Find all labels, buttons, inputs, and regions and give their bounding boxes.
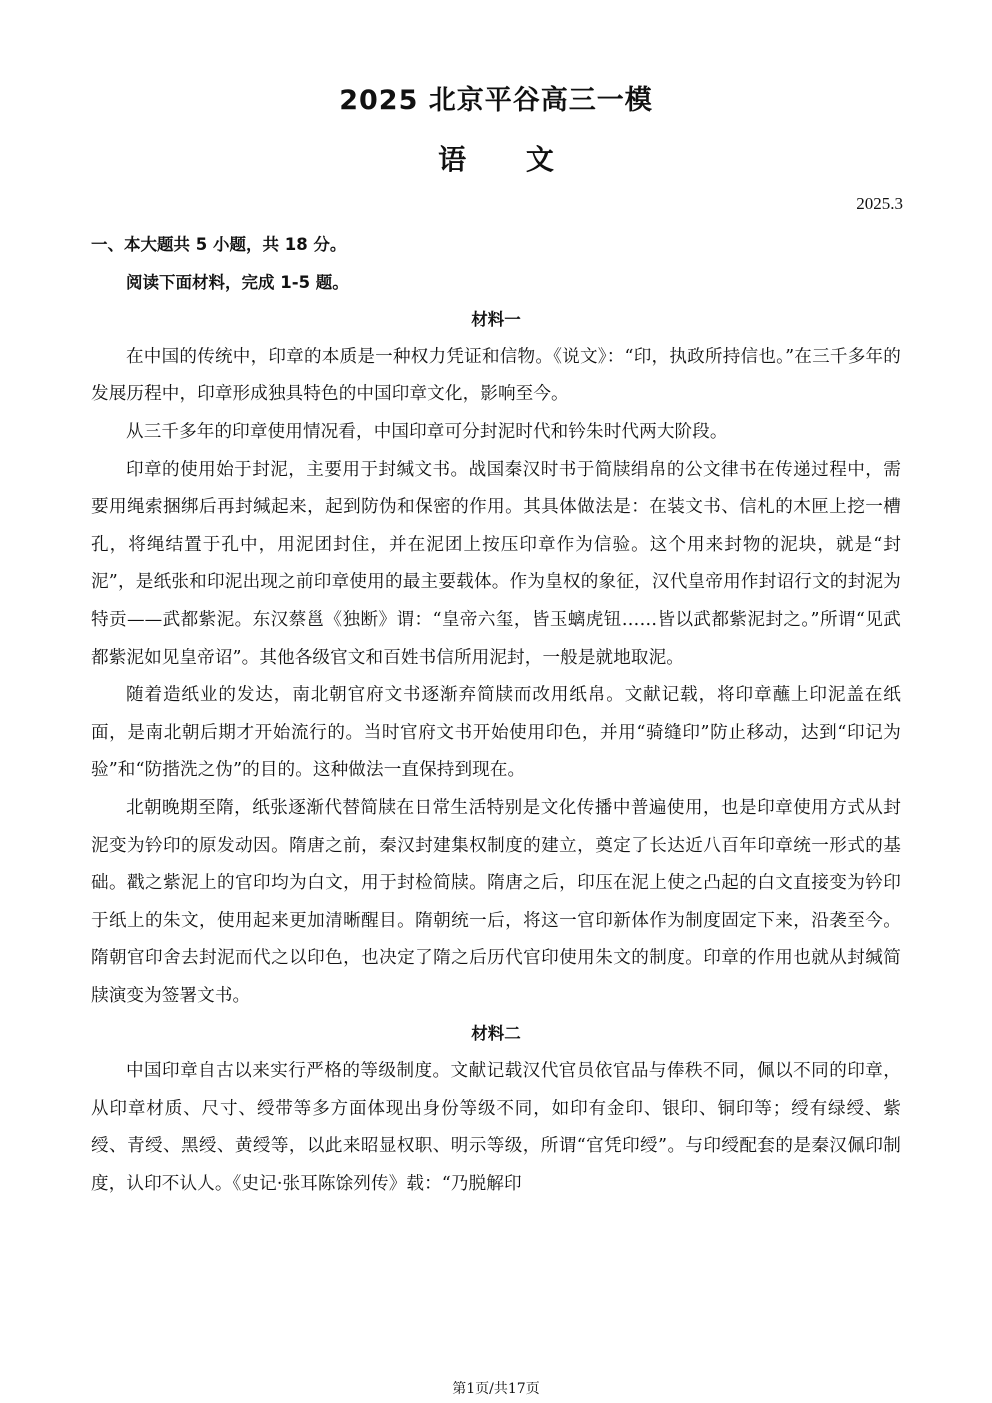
material-one-paragraph: 印章的使用始于封泥，主要用于封缄文书。战国秦汉时书于简牍绢帛的公文律书在传递过程中，需要用绳索捆绑后再封缄起来，起到防伪和保密的作用。其具体做法是：在装文书、信札的木匣上挖一槽孔，将绳结置于孔中，用泥团封住，并在泥团上按压印章作为信验。这个用来封物的泥块，就是“封泥”，是纸张和印泥出现之前印章使用的最主要载体。作为皇权的象征，汉代皇帝用作封诏行文的封泥为特贡——武都紫泥。东汉蔡邕《独断》谓：“皇帝六玺，皆玉螭虎钮……皆以武都紫泥封之。”所谓“见武都紫泥如见皇帝诏”。其他各级官文和百姓书信所用泥封，一般是就地取泥。 [91, 459, 901, 668]
document-body [91, 226, 901, 1203]
material-two-title: 材料二 [471, 1024, 521, 1044]
material-two-paragraph: 中国印章自古以来实行严格的等级制度。文献记载汉代官员依官品与俸秩不同，佩以不同的印章，从印章材质、尺寸、绶带等多方面体现出身份等级不同，如印有金印、银印、铜印等；绶有绿绶、紫绶、青绶、黑绶、黄绶等，以此来昭显权职、明示等级，所谓“官凭印绶”。与印绶配套的是秦汉佩印制度，认印不认人。《史记·张耳陈馀列传》载：“乃脱解印 [91, 1061, 901, 1194]
exam-title: 2025 北京平谷高三一模 [339, 85, 653, 116]
page-number: 第1页/共17页 [452, 1381, 540, 1397]
material-one-paragraph: 在中国的传统中，印章的本质是一种权力凭证和信物。《说文》：“印，执政所持信也。”在三千多年的发展历程中，印章形成独具特色的中国印章文化，影响至今。 [91, 346, 901, 405]
material-one-paragraph: 从三千多年的印章使用情况看，中国印章可分封泥时代和钤朱时代两大阶段。 [126, 421, 728, 442]
material-one-paragraph: 北朝晚期至隋，纸张逐渐代替简牍在日常生活特别是文化传播中普遍使用，也是印章使用方式从封泥变为钤印的原发动因。隋唐之前，秦汉封建集权制度的建立，奠定了长达近八百年印章统一形式的基础。戳之紫泥上的官印均为白文，用于封检简牍。隋唐之后，印压在泥上使之凸起的白文直接变为钤印于纸上的朱文，使用起来更加清晰醒目。隋朝统一后，将这一官印新体作为制度固定下来，沿袭至今。隋朝官印舍去封泥而代之以印色，也决定了隋之后历代官印使用朱文的制度。印章的作用也就从封缄简牍演变为签署文书。 [91, 797, 901, 1006]
subject-title: 语 文 [438, 143, 554, 176]
material-one-paragraph: 随着造纸业的发达，南北朝官府文书逐渐弃简牍而改用纸帛。文献记载，将印章蘸上印泥盖在纸面，是南北朝后期才开始流行的。当时官府文书开始使用印色，并用“骑缝印”防止移动，达到“印记为验”和“防揩洗之伪”的目的。这种做法一直保持到现在。 [91, 685, 901, 781]
reading-instruction: 阅读下面材料，完成 1-5 题。 [126, 272, 349, 292]
section-heading: 一、本大题共 5 小题，共 18 分。 [91, 235, 347, 254]
material-one-title: 材料一 [471, 310, 521, 330]
exam-date: 2025.3 [856, 194, 903, 213]
